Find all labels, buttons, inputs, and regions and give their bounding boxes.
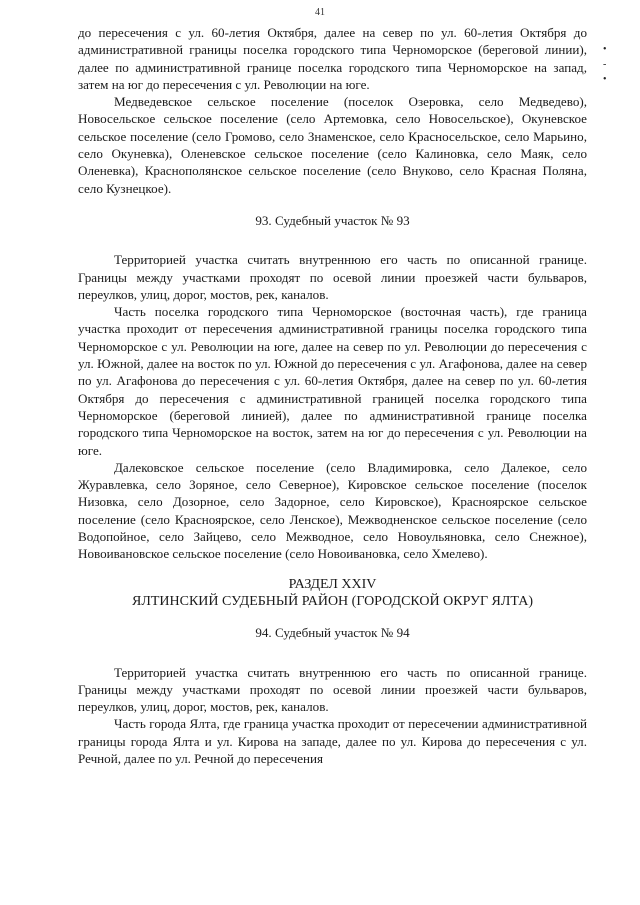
page-number: 41 (315, 7, 325, 18)
paragraph-settlements: Медведевское сельское поселение (поселок Озеровка, село Медведево), Новосельское сельское поселение (село Артемовка, село Новосельское), Окуневское сельское поселение (село Громово, село Знаменское, село Красносельское, село Марьино, село Окуневка), Оленевское сельское поселение (село Калиновка, село Маяк, село Оленевка), Краснополянское сельское поселение (село Внуково, село Красная Поляна, село Кузнецкое). (78, 94, 587, 196)
paragraph-territory-94: Территорией участка считать внутреннюю его часть по описанной границе. Границы между участками проходят по осевой линии проезжей части бульваров, переулков, улиц, дорог, мостов, рек, каналов. (78, 664, 587, 715)
plot-heading-94: 94. Судебный участок № 94 (255, 625, 410, 641)
paragraph-settlements-93: Далековское сельское поселение (село Владимировка, село Далекое, село Журавлевка, село Зоряное, село Северное), Кировское сельское поселение (поселок Низовка, село Дозорное, село Задорное, село Кировское), Красноярское сельское поселение (село Красноярское, село Ленское), Межводненское сельское поселение (село Водопойное, село Зайцево, село Межводное, село Новоульяновка, село Снежное), Новоивановское сельское поселение (село Новоивановка, село Хмелево). (78, 459, 587, 562)
paragraph-continuation: до пересечения с ул. 60-летия Октября, далее на север по ул. 60-летия Октября до административной границы поселка городского типа Черноморское (береговой линии), далее по административной границе поселка городского типа Черноморское на запад, затем на юг до пересечения с ул. Революции на юге. (78, 25, 587, 92)
margin-mark: • (603, 74, 607, 85)
plot-heading-93: 93. Судебный участок № 93 (255, 212, 410, 228)
paragraph-boundary-94: Часть города Ялта, где граница участка проходит от пересечении административной границы города Ялта и ул. Кирова на западе, далее по ул. Кирова до пересечения с ул. Речной, далее по ул. Речной до пересечения (78, 716, 587, 766)
margin-marks (603, 42, 607, 87)
section-title: ЯЛТИНСКИЙ СУДЕБНЫЙ РАЙОН (ГОРОДСКОЙ ОКРУГ ЯЛТА) (132, 593, 533, 609)
paragraph-boundary-93: Часть поселка городского типа Черноморское (восточная часть), где граница участка проходит от пересечения административной границы поселка городского типа Черноморское с ул. Революции на юге, далее на север по ул. Революции до пересечения с ул. Южной, далее на восток по ул. Южной до пересечения с ул. Агафонова, далее на север по ул. Агафонова до пересечения с ул. 60-летия Октября, далее на север по ул. 60-летия Октября до пересечения с административной границей поселка городского типа Черноморское (береговой линией), далее по административной границе поселка городского типа Черноморское на восток, затем на юг до пересечения с ул. Революции на юге. (78, 304, 587, 458)
paragraph-territory-93: Территорией участка считать внутреннюю его часть по описанной границе. Границы между участками проходят по осевой линии проезжей части бульваров, переулков, улиц, дорог, мостов, рек, каналов. (78, 252, 587, 302)
section-number: РАЗДЕЛ XXIV (288, 576, 377, 592)
margin-mark: • (603, 44, 607, 55)
margin-mark: - (603, 59, 607, 70)
document-body (78, 24, 587, 767)
